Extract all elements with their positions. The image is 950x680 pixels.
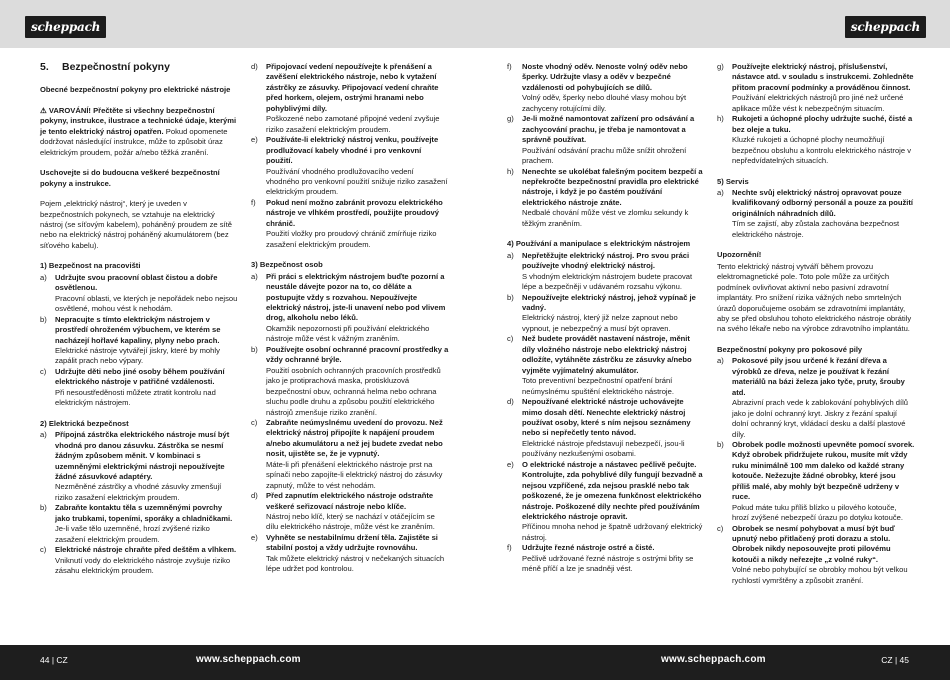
list-item — [717, 524, 915, 587]
subsection-heading: 2) Elektrická bezpečnost — [40, 418, 129, 428]
item-letter: d) — [507, 397, 514, 407]
section-title — [40, 62, 238, 72]
item-explanation: Kluzké rukojeti a úchopné plochy neumožňují bezpečnou obsluhu a kontrolu elektrického nástroje v nepředvídatelných situacích. — [732, 135, 911, 166]
item-letter: d) — [251, 62, 258, 71]
item-instruction: O elektrické nástroje a nástavec pečlivě pečujte. Kontrolujte, zda pohyblivé díly fungují bezvadně a nejsou vzpříčené, zda nejsou prasklé nebo tak poškozené, že je omezena funkčnost elektrického nástroje. Poškozené díly nechte před používáním elektrického nástroje opravit. — [522, 459, 703, 522]
item-explanation: Nástroj nebo klíč, který se nachází v otáčejícím se dílu elektrického nástroje, může vést ke zraněním. — [266, 512, 435, 532]
list-item — [507, 167, 705, 230]
intro-heading: Obecné bezpečnostní pokyny pro elektrické nástroje — [40, 85, 231, 95]
item-explanation: S vhodným elektrickým nástrojem budete pracovat lépe a bezpečněji v udávaném rozsahu výkonu. — [522, 271, 693, 292]
header-bar — [0, 0, 950, 48]
notice-text: Tento elektrický nástroj vytváří během provozu elektromagnetické pole. Toto pole může za určitých podmínek ovlivňovat aktivní nebo pasivní zdravotní implantáty. Pro snížení rizika vážných nebo smrtelných úrazů doporučujeme osobám se zdravotními implantáty, aby se před obsluhou tohoto elektrického nástroje obrátily na svého lékaře nebo na výrobce zdravotního implantátu. — [717, 261, 912, 334]
item-instruction: Udržujte řezné nástroje ostré a čisté. — [522, 543, 655, 553]
section-title-text: Bezpečnostní pokyny — [62, 61, 170, 73]
list-personal — [251, 272, 449, 575]
item-explanation: Používání vhodného prodlužovacího vedení vhodného pro venkovní použití snižuje riziko zasažení elektrickým proudem. — [266, 166, 448, 197]
item-instruction: Obrobek podle možnosti upevněte pomocí svorek. Když obrobek přidržujete rukou, musíte mít vždy ruku minimálně 100 mm daleko od každé strany kotouče. Nežezujte žádné obrobky, které jsou příliš malé, aby mohly být bezpečně udrženy v ruce. — [732, 439, 915, 502]
item-letter: f) — [251, 197, 256, 207]
brand-logo-right: scheppach — [845, 16, 926, 38]
list-item — [251, 345, 449, 418]
item-instruction: Noste vhodný oděv. Nenoste volný oděv nebo šperky. Udržujte vlasy a oděv v bezpečné vzdálenosti od pohybujících se dílů. — [522, 62, 688, 92]
subsection-heading: 1) Bezpečnost na pracovišti — [40, 261, 141, 271]
item-explanation: Elektrický nástroj, který již nelze zapnout nebo vypnout, je nebezpečný a musí být opraven. — [522, 313, 678, 333]
item-letter: g) — [717, 62, 724, 71]
item-instruction: Při práci s elektrickým nástrojem buďte pozorní a neustále dávejte pozor na to, co děláte a postupujte vždy s rozvahou. Nepoužívejte elektrický nástroj, jste-li unavení nebo pod vlivem drog, alkoholu nebo léků. — [266, 271, 446, 323]
item-explanation: Tak můžete elektrický nástroj v nečekaných situacích lépe udržet pod kontrolou. — [266, 553, 445, 574]
item-letter: c) — [251, 417, 258, 427]
item-letter: a) — [251, 271, 258, 281]
website-link-left[interactable]: www.scheppach.com — [196, 654, 301, 665]
warning-text: Pokud opomenete dodržovat následující instrukce, může to způsobit úraz elektrickým proudem, požár a/nebo těžká zranění. — [40, 126, 228, 157]
item-explanation: Volné nebo pohybující se obrobky mohou být velkou rychlostí vymrštěny a způsobit zranění. — [732, 565, 908, 585]
list-item — [251, 135, 449, 198]
item-explanation: Pečlivě udržované řezné nástroje s ostrými břity se méně příčí a lze je snadněji vést. — [522, 553, 694, 574]
item-instruction: Je-li možné namontovat zařízení pro odsávání a zachycování prachu, je třeba je namontovat a správně používat. — [522, 114, 695, 145]
list-item — [507, 460, 705, 544]
item-instruction: Obrobek se nesmí pohybovat a musí být buď upnutý nebo přitlačený proti dorazu a stolu. Obrobek nikdy neposouvejte proti pilovému kotouči a nikdy neřezejte „z volné ruky“. — [732, 523, 895, 564]
item-instruction: Udržujte děti nebo jiné osoby během používání elektrického nástroje v patřičné vzdálenosti. — [55, 366, 225, 387]
item-letter: a) — [717, 187, 724, 197]
keep-instructions: Uschovejte si do budoucna veškeré bezpečnostní pokyny a instrukce. — [40, 168, 220, 188]
item-instruction: Pokud není možno zabránit provozu elektrického nástroje ve vlhkém prostředí, použijte proudový chránič. — [266, 197, 443, 228]
list-personal-cont — [507, 62, 705, 229]
website-link-right[interactable]: www.scheppach.com — [661, 654, 766, 665]
item-explanation: Abrazivní prach vede k zablokování pohyblivých dílů jako je dolní ochranný kryt. Jiskry z řezání spalují dolní ochranný kryt, vkládací desku a další plastové díly. — [732, 398, 909, 439]
list-item — [40, 367, 238, 409]
page-number-left: 44 | CZ — [40, 655, 68, 665]
item-letter: a) — [507, 250, 514, 260]
item-explanation: Pokud máte tuku příliš blízko u pilového kotouče, hrozí zvýšené nebezpečí úrazu po dotyku kotouče. — [732, 502, 903, 523]
page-number-right: CZ | 45 — [881, 655, 909, 665]
item-explanation: Pracovní oblasti, ve kterých je nepořádek nebo nejsou osvětlené, mohou vést k nehodám. — [55, 293, 238, 314]
footer-bar — [0, 645, 950, 680]
item-letter: d) — [251, 491, 258, 501]
item-letter: h) — [507, 166, 514, 176]
subsection-heading: 5) Servis — [717, 176, 749, 186]
item-letter: a) — [717, 356, 724, 366]
item-explanation: Volný oděv, šperky nebo dlouhé vlasy mohou být zachyceny rotujícími díly. — [522, 93, 687, 113]
item-instruction: Nepoužívejte elektrický nástroj, jehož vypínač je vadný. — [522, 292, 696, 312]
list-item — [40, 545, 238, 576]
list-item — [251, 62, 449, 135]
item-letter: b) — [40, 503, 47, 513]
item-instruction: Než budete provádět nastavení nástroje, měnit díly vložného nástroje nebo elektrický nástroj odložíte, vytáhněte zástrčku ze zásuvky a/nebo vyjměte vyjímatelný akumulátor. — [522, 334, 692, 375]
item-instruction: Používáte-li elektrický nástroj venku, používejte prodlužovací kabely vhodné i pro venkovní použití. — [266, 135, 439, 166]
item-instruction: Nepřetěžujte elektrický nástroj. Pro svou práci používejte vhodný elektrický nástroj. — [522, 250, 690, 271]
item-explanation: Používání elektrických nástrojů pro jiné než určené aplikace může vést k nebezpečným situacím. — [732, 93, 904, 113]
item-explanation: Použití osobních ochranných pracovních prostředků jako je protiprachová maska, protiskluzová bezpečnostní obuv, ochranná helma nebo ochrana sluchu podle druhu a způsobu použití elektrického nástrojů zmenšuje riziko zranění. — [266, 365, 441, 417]
list-item — [507, 397, 705, 460]
item-instruction: Zabraňte neúmyslnému uvedení do provozu. Než elektrický nástroj připojíte k napájení proudem a/nebo akumulátoru a než jej budete zvedat nebo nosit, ujistěte se, že je vypnutý. — [266, 417, 443, 459]
item-instruction: Vyhněte se nestabilnímu držení těla. Zajistěte si stabilní postoj a vždy udržujte rovnováhu. — [266, 532, 438, 553]
list-item — [507, 114, 705, 166]
item-letter: c) — [40, 545, 47, 555]
warning-block — [40, 106, 238, 158]
item-letter: e) — [251, 135, 258, 145]
item-instruction: Připojovací vedení nepoužívejte k přenášení a zavěšení elektrického nástroje, nebo k vytažení zástrčky ze zásuvky. Připojovací vedení chraňte před horkem, olejem, ostrými hranami nebo pohyblivými díly. — [266, 62, 439, 113]
list-item — [717, 62, 915, 114]
item-instruction: Používejte osobní ochranné pracovní prostředky a vždy ochranné brýle. — [266, 344, 449, 365]
item-instruction: Nepoužívané elektrické nástroje uchovávejte mimo dosah dětí. Nenechte elektrický nástroj používat osoby, které s ním nejsou seznámeny nebo si nepřečetly tento návod. — [522, 397, 691, 438]
item-instruction: Pokosové pily jsou určené k řezání dřeva a výrobků ze dřeva, nelze je používat k řezání materiálů na bázi železa jako tyče, pruty, šrouby atd. — [732, 356, 905, 397]
column-3 — [507, 62, 705, 575]
item-explanation: Nezměněné zástrčky a vhodné zásuvky zmenšují riziko zasažení elektrickým proudem. — [55, 482, 222, 502]
item-instruction: Nenechte se ukolébat falešným pocitem bezpečí a nepřekročte bezpečnostní pravidla pro elektrické nástroje, i když je po častém používání elektrického nástroje znáte. — [522, 166, 703, 207]
item-instruction: Nepracujte s tímto elektrickým nástrojem v prostředí ohroženém výbuchem, ve kterém se nacházejí hořlavé kapaliny, plyny nebo prach. — [55, 314, 221, 345]
item-letter: e) — [507, 459, 514, 469]
item-letter: c) — [507, 334, 514, 344]
list-miter-saw — [717, 356, 915, 586]
list-item — [507, 293, 705, 335]
item-letter: a) — [40, 272, 47, 282]
warning-bold: ⚠ VAROVÁNÍ! Přečtěte si všechny bezpečnostní pokyny, instrukce, ilustrace a technické údaje, kterými je tento elektrický nástroj opatřen. — [40, 105, 237, 136]
column-4 — [717, 62, 915, 586]
list-item — [251, 418, 449, 491]
list-item — [507, 543, 705, 574]
list-work-area — [40, 273, 238, 409]
item-instruction: Elektrické nástroje chraňte před deštěm a vlhkem. — [55, 545, 237, 555]
item-explanation: Elektrické nástroje vytvářejí jiskry, které by mohly zapálit prach nebo výpary. — [55, 345, 220, 366]
list-item — [507, 334, 705, 397]
item-letter: a) — [40, 430, 47, 440]
brand-logo-left: scheppach — [25, 16, 106, 38]
notice-heading: Upozornění! — [717, 250, 762, 260]
item-letter: f) — [507, 543, 512, 553]
column-2 — [251, 62, 449, 575]
item-explanation: Elektrické nástroje představují nebezpečí, jsou-li používány nezkušenými osobami. — [522, 438, 685, 459]
subsection-heading: 4) Používání a manipulace s elektrickým nástrojem — [507, 239, 691, 249]
list-item — [717, 356, 915, 440]
list-service — [717, 188, 915, 240]
item-letter: c) — [40, 366, 47, 376]
item-letter: c) — [717, 523, 724, 533]
list-item — [40, 430, 238, 503]
term-definition: Pojem „elektrický nástroj“, který je uveden v bezpečnostních pokynech, se vztahuje na elektrický nástroj (se síťovým kabelem), poháněný proudem ze sítě nebo na elektrický nástroj poháněný akumulátorem (bez síťového kabelu). — [40, 199, 232, 250]
item-instruction: Před zapnutím elektrického nástroje odstraňte veškeré seřizovací nástroje nebo klíče. — [266, 491, 434, 511]
list-item — [40, 503, 238, 545]
item-instruction: Používejte elektrický nástroj, příslušenství, nástavce atd. v souladu s instrukcemi. Zohledněte přitom pracovní podmínky a prováděnou činnost. — [732, 62, 914, 92]
section-number: 5. — [40, 61, 49, 73]
item-instruction: Přípojná zástrčka elektrického nástroje musí být vhodná pro danou zásuvku. Zástrčka se nesmí žádným způsobem měnit. V kombinaci s uzemněnými elektrickými nástroji nepoužívejte žádné zásuvkové adaptéry. — [55, 430, 230, 481]
list-item — [507, 62, 705, 114]
item-letter: b) — [40, 314, 47, 324]
list-tool-use-cont — [717, 62, 915, 167]
item-explanation: Příčinou mnoha nehod je špatně udržovaný elektrický nástroj. — [522, 522, 703, 542]
item-instruction: Zabraňte kontaktu těla s uzemněnými povrchy jako trubkami, topeními, sporáky a chladničkami. — [55, 503, 233, 523]
list-item — [717, 114, 915, 166]
item-letter: b) — [717, 439, 724, 449]
list-item — [40, 315, 238, 367]
item-explanation: Toto preventivní bezpečnostní opatření brání neúmyslnému spuštění elektrického nástroje. — [522, 376, 674, 396]
item-explanation: Okamžik nepozornosti při používání elektrického nástroje může vést k vážným zraněním. — [266, 323, 430, 344]
item-letter: h) — [717, 114, 724, 124]
list-electrical-cont — [251, 62, 449, 250]
item-letter: b) — [251, 344, 258, 354]
list-item — [717, 188, 915, 240]
item-explanation: Máte-li při přenášení elektrického nástroje prst na spínači nebo zapojíte-li elektrický nástroj do zásuvky zapnutý, může to vést nehodám. — [266, 459, 443, 490]
item-explanation: Je-li vaše tělo uzemněné, hrozí zvýšené riziko zasažení elektrickým proudem. — [55, 524, 210, 544]
subsection-heading: Bezpečnostní pokyny pro pokosové pily — [717, 344, 863, 354]
list-tool-use — [507, 251, 705, 575]
item-explanation: Při nesoustředěnosti můžete ztratit kontrolu nad elektrickým nástrojem. — [55, 387, 216, 408]
item-instruction: Udržujte svou pracovní oblast čistou a dobře osvětlenou. — [55, 272, 218, 293]
column-1 — [40, 62, 238, 576]
item-letter: b) — [507, 292, 514, 302]
item-instruction: Nechte svůj elektrický nástroj opravovat pouze kvalifikovaný odborný personál a pouze za použití originálních náhradních dílů. — [732, 187, 914, 218]
list-item — [251, 491, 449, 533]
item-explanation: Vniknutí vody do elektrického nástroje zvyšuje riziko zásahu elektrickým proudem. — [55, 555, 231, 576]
list-item — [717, 440, 915, 524]
item-explanation: Nedbalé chování může vést ve zlomku sekundy k těžkým zraněním. — [522, 208, 689, 228]
list-item — [40, 273, 238, 315]
item-explanation: Tím se zajistí, aby zůstala zachována bezpečnost elektrického nástroje. — [732, 219, 900, 239]
list-item — [507, 251, 705, 293]
item-instruction: Rukojeti a úchopné plochy udržujte suché, čisté a bez oleje a tuku. — [732, 114, 913, 134]
list-item — [251, 272, 449, 345]
item-letter: g) — [507, 114, 514, 124]
item-explanation: Používání odsávání prachu může snížit ohrožení prachem. — [522, 145, 687, 166]
item-explanation: Poškozené nebo zamotané připojné vedení zvyšuje riziko zasažení elektrickým proudem. — [266, 114, 440, 134]
item-letter: f) — [507, 62, 512, 71]
list-item — [251, 198, 449, 250]
item-explanation: Použití vložky pro proudový chránič zmírňuje riziko zasažení elektrickým proudem. — [266, 229, 437, 249]
subsection-heading: 3) Bezpečnost osob — [251, 260, 323, 270]
list-electrical — [40, 430, 238, 576]
list-item — [251, 533, 449, 575]
item-letter: e) — [251, 532, 258, 542]
